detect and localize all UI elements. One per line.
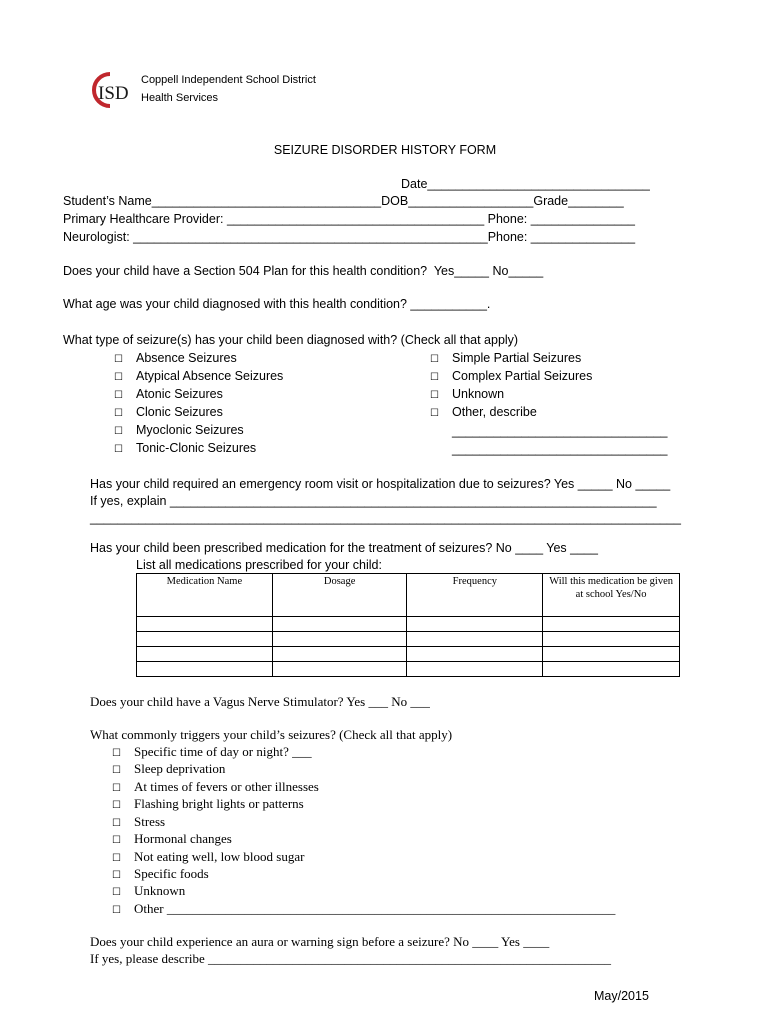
seizure-option[interactable]: ☐ Absence Seizures <box>114 351 237 365</box>
question-504-plan[interactable]: Does your child have a Section 504 Plan for this health condition? Yes_____ No_____ <box>63 264 544 278</box>
table-cell[interactable] <box>272 632 407 647</box>
table-cell[interactable] <box>137 617 273 632</box>
district-logo <box>88 70 132 110</box>
question-er-visit[interactable]: Has your child required an emergency room visit or hospitalization due to seizures? Yes _____ No _____ <box>90 477 671 491</box>
revision-date: May/2015 <box>594 989 649 1003</box>
er-explain-field[interactable]: If yes, explain ______________________________________________________________________ <box>90 494 657 508</box>
question-diagnosis-age[interactable]: What age was your child diagnosed with this health condition? ___________. <box>63 297 491 311</box>
seizure-option[interactable]: ☐ Clonic Seizures <box>114 405 223 419</box>
table-row <box>137 647 680 662</box>
question-medication[interactable]: Has your child been prescribed medication for the treatment of seizures? No ____ Yes ____ <box>90 541 598 555</box>
column-header: Medication Name <box>137 574 273 617</box>
checkbox-icon[interactable]: ☐ <box>430 372 439 383</box>
question-vns[interactable]: Does your child have a Vagus Nerve Stimulator? Yes ___ No ___ <box>90 694 430 709</box>
checkbox-icon[interactable]: ☐ <box>112 887 121 898</box>
student-info-line[interactable]: Student’s Name_________________________________DOB__________________Grade________ <box>63 194 624 208</box>
trigger-option[interactable]: ☐ Unknown <box>112 883 186 898</box>
table-cell[interactable] <box>137 662 273 677</box>
seizure-option[interactable]: ☐ Simple Partial Seizures <box>430 351 582 365</box>
seizure-option[interactable]: ☐ Other, describe <box>430 405 537 419</box>
checkbox-icon[interactable]: ☐ <box>430 354 439 365</box>
table-cell[interactable] <box>543 632 680 647</box>
table-cell[interactable] <box>407 617 543 632</box>
date-field[interactable]: Date________________________________ <box>401 177 650 191</box>
provider-line[interactable]: Primary Healthcare Provider: _____________________________________ Phone: _______________ <box>63 212 636 226</box>
trigger-option[interactable]: ☐ At times of fevers or other illnesses <box>112 779 319 794</box>
table-cell[interactable] <box>272 617 407 632</box>
medication-list-label: List all medications prescribed for your child: <box>136 558 382 572</box>
er-explain-field-line2[interactable]: _____________________________________________________________________________________ <box>90 511 681 525</box>
checkbox-icon[interactable]: ☐ <box>112 853 121 864</box>
trigger-option[interactable]: ☐ Hormonal changes <box>112 831 232 846</box>
aura-describe-field[interactable]: If yes, please describe ______________________________________________________________ <box>90 951 612 966</box>
neurologist-line[interactable]: Neurologist: ___________________________________________________Phone: _______________ <box>63 230 636 244</box>
column-header: Will this medication be given at school Yes/No <box>543 574 680 617</box>
checkbox-icon[interactable]: ☐ <box>114 426 123 437</box>
checkbox-icon[interactable]: ☐ <box>112 748 121 759</box>
table-header-row <box>137 574 680 617</box>
checkbox-icon[interactable]: ☐ <box>112 905 121 916</box>
checkbox-icon[interactable]: ☐ <box>114 354 123 365</box>
question-triggers: What commonly triggers your child’s seizures? (Check all that apply) <box>90 727 453 742</box>
table-row <box>137 617 680 632</box>
seizure-option[interactable]: ☐ Complex Partial Seizures <box>430 369 593 383</box>
trigger-option[interactable]: ☐ Other _____________________________________________________________________ <box>112 901 616 916</box>
other-describe-line[interactable]: _______________________________ <box>452 442 668 456</box>
table-row <box>137 632 680 647</box>
column-header: Frequency <box>407 574 543 617</box>
checkbox-icon[interactable]: ☐ <box>114 390 123 401</box>
checkbox-icon[interactable]: ☐ <box>430 408 439 419</box>
checkbox-icon[interactable]: ☐ <box>430 390 439 401</box>
medication-table <box>136 573 680 677</box>
column-header: Dosage <box>272 574 407 617</box>
table-cell[interactable] <box>543 617 680 632</box>
seizure-option[interactable]: ☐ Unknown <box>430 387 505 401</box>
table-cell[interactable] <box>137 632 273 647</box>
seizure-option[interactable]: ☐ Atypical Absence Seizures <box>114 369 284 383</box>
checkbox-icon[interactable]: ☐ <box>112 818 121 829</box>
svg-text:ISD: ISD <box>98 83 129 104</box>
trigger-option[interactable]: ☐ Specific time of day or night? ___ <box>112 744 312 759</box>
table-cell[interactable] <box>407 632 543 647</box>
question-aura[interactable]: Does your child experience an aura or warning sign before a seizure? No ____ Yes ____ <box>90 934 550 949</box>
table-cell[interactable] <box>272 662 407 677</box>
table-row <box>137 662 680 677</box>
checkbox-icon[interactable]: ☐ <box>112 765 121 776</box>
table-cell[interactable] <box>407 662 543 677</box>
district-name: Coppell Independent School District <box>141 74 316 86</box>
table-cell[interactable] <box>543 662 680 677</box>
department-name: Health Services <box>141 92 219 104</box>
seizure-option[interactable]: ☐ Tonic-Clonic Seizures <box>114 441 257 455</box>
seizure-option[interactable]: ☐ Atonic Seizures <box>114 387 223 401</box>
trigger-option[interactable]: ☐ Not eating well, low blood sugar <box>112 849 305 864</box>
checkbox-icon[interactable]: ☐ <box>114 372 123 383</box>
checkbox-icon[interactable]: ☐ <box>112 800 121 811</box>
trigger-option[interactable]: ☐ Stress <box>112 814 166 829</box>
checkbox-icon[interactable]: ☐ <box>112 870 121 881</box>
trigger-option[interactable]: ☐ Specific foods <box>112 866 209 881</box>
table-cell[interactable] <box>272 647 407 662</box>
trigger-option[interactable]: ☐ Sleep deprivation <box>112 761 226 776</box>
table-cell[interactable] <box>137 647 273 662</box>
other-describe-line[interactable]: _______________________________ <box>452 424 668 438</box>
checkbox-icon[interactable]: ☐ <box>112 783 121 794</box>
table-cell[interactable] <box>407 647 543 662</box>
checkbox-icon[interactable]: ☐ <box>114 444 123 455</box>
checkbox-icon[interactable]: ☐ <box>112 835 121 846</box>
table-cell[interactable] <box>543 647 680 662</box>
checkbox-icon[interactable]: ☐ <box>114 408 123 419</box>
question-seizure-type: What type of seizure(s) has your child been diagnosed with? (Check all that apply) <box>63 333 519 347</box>
seizure-option[interactable]: ☐ Myoclonic Seizures <box>114 423 244 437</box>
trigger-option[interactable]: ☐ Flashing bright lights or patterns <box>112 796 304 811</box>
form-title: SEIZURE DISORDER HISTORY FORM <box>273 143 497 157</box>
